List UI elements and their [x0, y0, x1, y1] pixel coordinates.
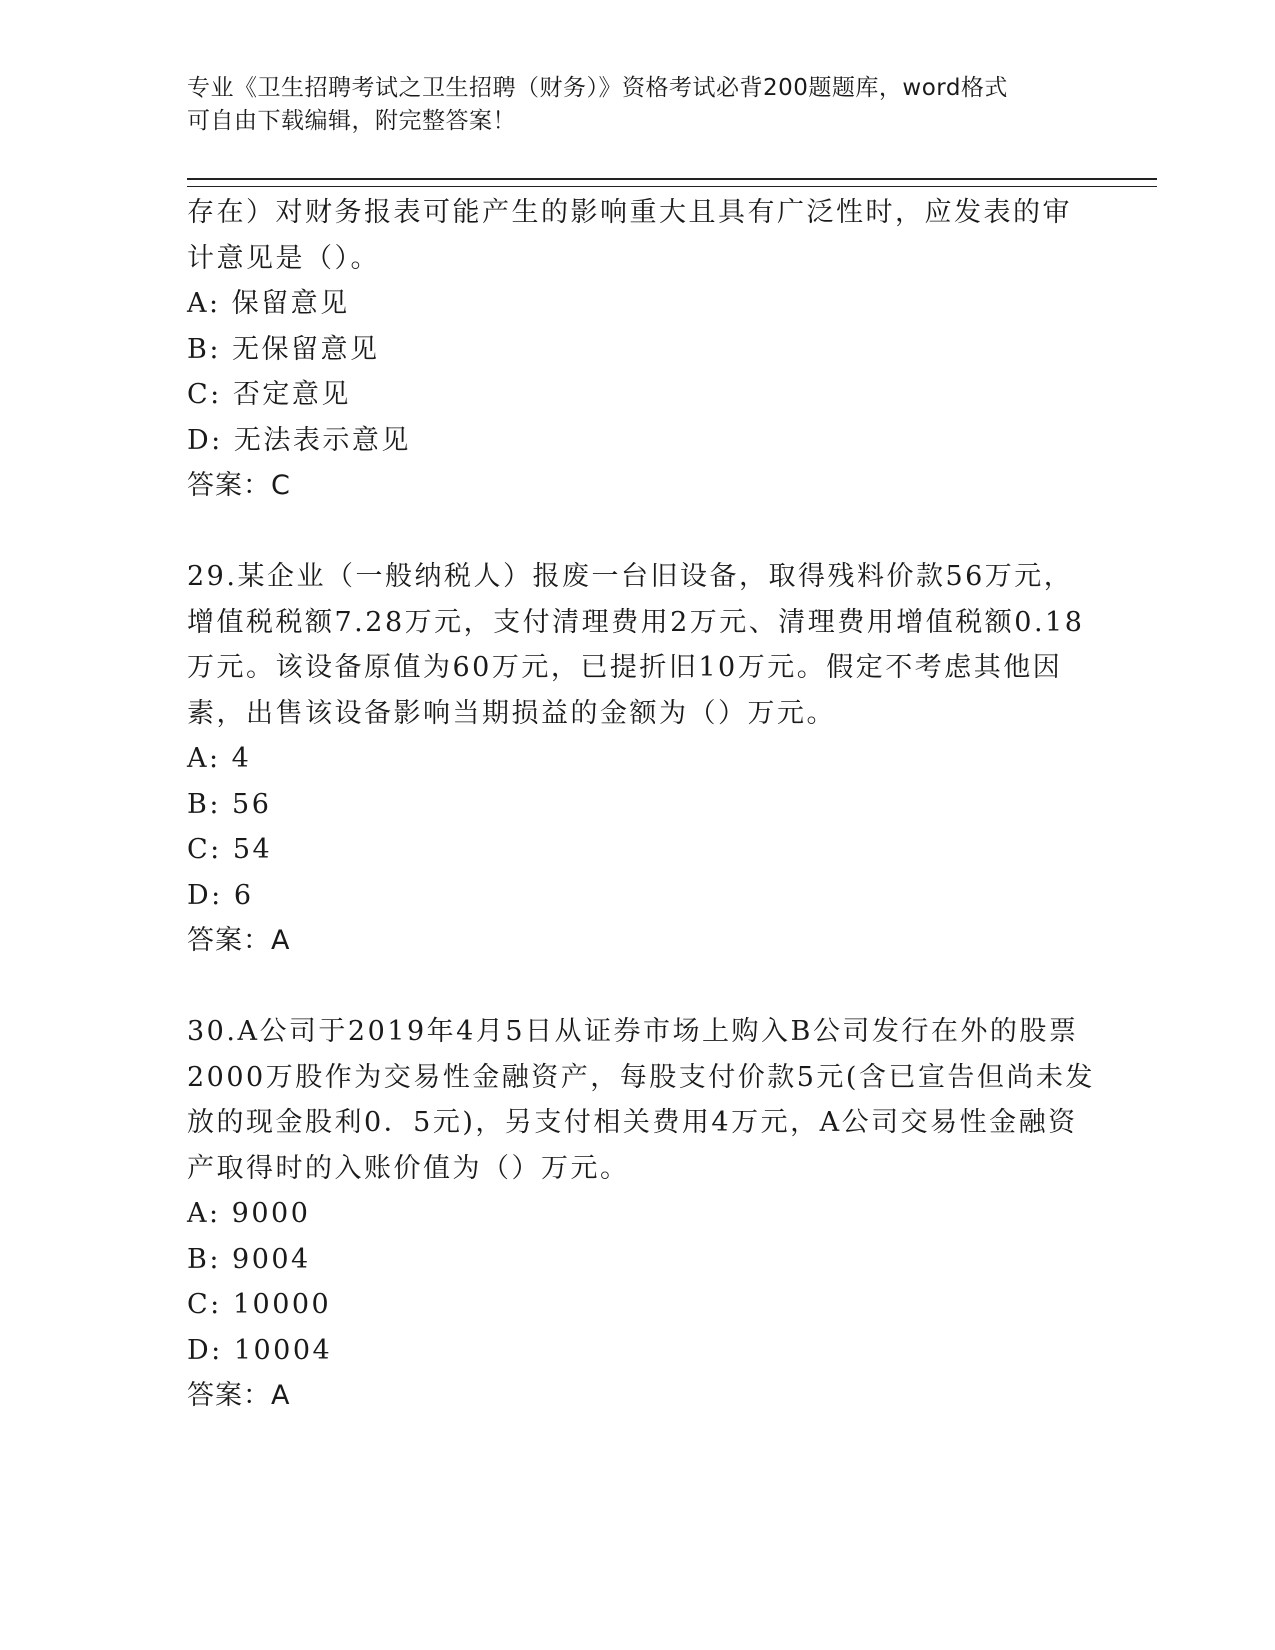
option-d: D: 10004: [187, 1334, 333, 1366]
option-b: B: 56: [187, 788, 272, 820]
question-stem-line: 29.某企业（一般纳税人）报废一台旧设备，取得残料价款56万元，: [187, 561, 1074, 592]
option-a: A: 9000: [187, 1198, 311, 1229]
option-c: C: 54: [187, 834, 273, 865]
option-a: A: 4: [187, 743, 252, 774]
header-divider: [187, 178, 1157, 187]
answer-label: 答案：C: [187, 470, 291, 501]
answer-label: 答案：A: [187, 1380, 291, 1411]
header-line-2: 可自由下载编辑，附完整答案！: [187, 108, 516, 134]
option-d: D: 6: [187, 879, 254, 911]
question-stem-line: 增值税税额7.28万元，支付清理费用2万元、清理费用增值税额0.18: [187, 606, 1085, 638]
option-d: D: 无法表示意见: [187, 424, 411, 456]
page-header: [187, 72, 1087, 138]
question-stem-line: 素，出售该设备影响当期损益的金额为（）万元。: [187, 697, 836, 729]
option-b: B: 9004: [187, 1243, 311, 1275]
question-stem-line: 30.A公司于2019年4月5日从证券市场上购入B公司发行在外的股票: [187, 1016, 1079, 1047]
question-stem-line: 计意见是（）。: [187, 242, 380, 274]
question-stem-line: 放的现金股利0．5元)，另支付相关费用4万元，A公司交易性金融资: [187, 1107, 1078, 1138]
answer-label: 答案：A: [187, 925, 291, 956]
question-stem-line: 万元。该设备原值为60万元，已提折旧10万元。假定不考虑其他因: [187, 652, 1063, 683]
option-b: B: 无保留意见: [187, 333, 380, 365]
question-stem-line: 产取得时的入账价值为（）万元。: [187, 1152, 630, 1184]
question-29: [187, 554, 1087, 964]
header-line-1: 专业《卫生招聘考试之卫生招聘（财务）》资格考试必背200题题库，word格式: [187, 75, 1008, 101]
question-28: [187, 190, 1087, 509]
spacer: [187, 509, 1087, 555]
option-c: C: 否定意见: [187, 379, 351, 410]
spacer: [187, 964, 1087, 1010]
question-list: [187, 190, 1095, 1419]
option-a: A: 保留意见: [187, 288, 350, 319]
question-30: [187, 1009, 1095, 1419]
option-c: C: 10000: [187, 1289, 332, 1320]
question-stem-line: 2000万股作为交易性金融资产，每股支付价款5元(含已宣告但尚未发: [187, 1061, 1095, 1093]
question-stem-line: 存在）对财务报表可能产生的影响重大且具有广泛性时，应发表的审: [187, 197, 1072, 228]
